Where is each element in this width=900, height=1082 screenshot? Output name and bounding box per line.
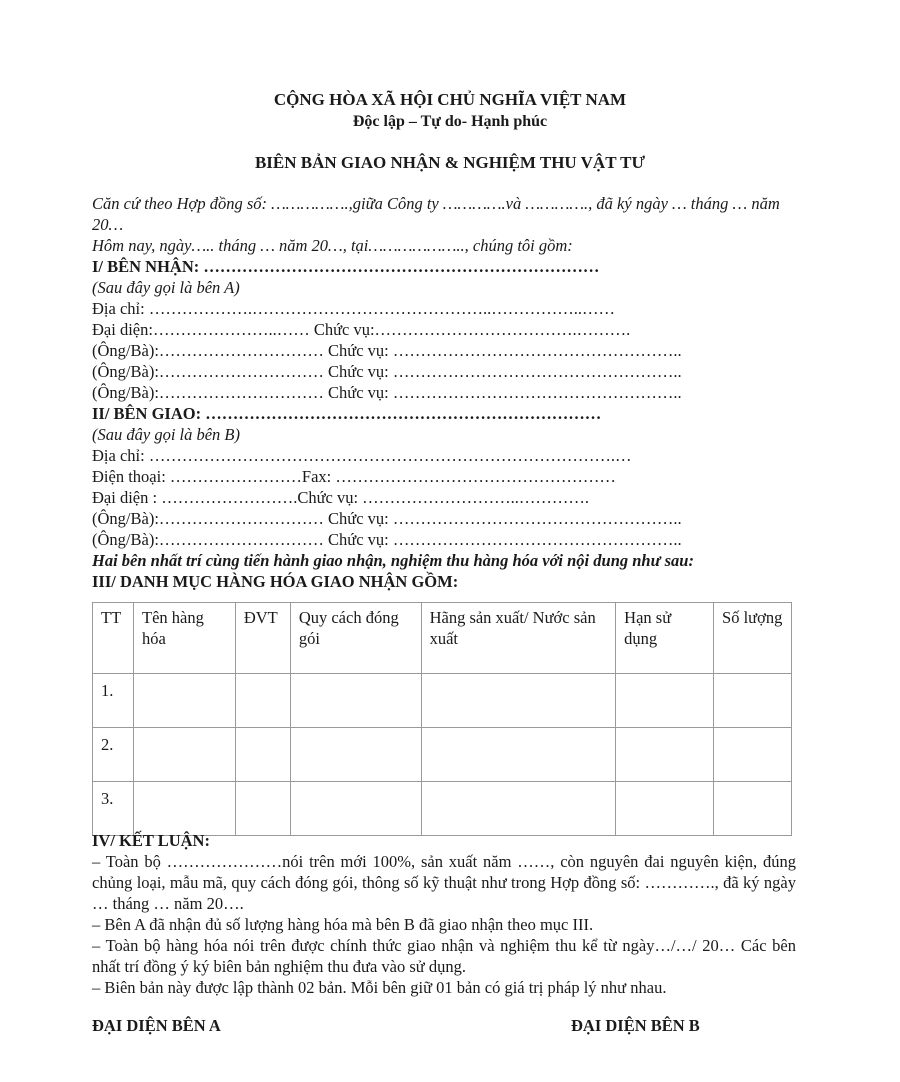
party-a-alias: (Sau đây gọi là bên A) [92,278,240,297]
table-cell [235,674,290,728]
col-header-expiry: Hạn sử dụng [616,603,714,674]
document-body [92,193,804,592]
table-cell [133,674,235,728]
conclusion-item-4: – Biên bản này được lập thành 02 bản. Mỗi bên giữ 01 bản có giá trị pháp lý như nhau. [92,978,667,997]
row-number: 1. [93,674,134,728]
party-b-alias: (Sau đây gọi là bên B) [92,425,241,444]
col-header-unit: ĐVT [235,603,290,674]
row-number: 3. [93,782,134,836]
table-cell [290,728,421,782]
conclusion-item-3: – Toàn bộ hàng hóa nói trên được chính thức giao nhận và nghiệm thu kể từ ngày…/…/ 20… Các bên nhất trí đồng ý ký biên bản nghiệm thu đưa vào sử dụng. [92,936,796,976]
party-b-person-2: (Ông/Bà):………………………… Chức vụ: …………………………………………….. [92,530,682,549]
col-header-name: Tên hàng hóa [133,603,235,674]
conclusion-item-2: – Bên A đã nhận đủ số lượng hàng hóa mà bên B đã giao nhận theo mục III. [92,915,594,934]
party-a-person-1: (Ông/Bà):………………………… Chức vụ: …………………………………………….. [92,341,682,360]
goods-table [92,602,792,836]
table-cell [616,728,714,782]
table-cell [133,782,235,836]
agreement-statement: Hai bên nhất trí cùng tiến hành giao nhận, nghiệm thu hàng hóa với nội dung như sau: [92,551,694,570]
table-cell [421,782,616,836]
conclusion-item-1: – Toàn bộ …………………nói trên mới 100%, sản xuất năm ……, còn nguyên đai nguyên kiện, đúng chủng loại, mẫu mã, quy cách đóng gói, thông số kỹ thuật như trong Hợp đồng số: …………., đã ký ngày … tháng … năm 20…. [92,852,796,913]
table-cell [235,728,290,782]
signature-party-a: ĐẠI DIỆN BÊN A [92,1016,221,1035]
table-row [93,728,792,782]
row-number: 2. [93,728,134,782]
party-a-person-2: (Ông/Bà):………………………… Chức vụ: …………………………………………….. [92,362,682,381]
table-cell [616,782,714,836]
contract-basis: Căn cứ theo Hợp đồng số: …………….,giữa Công ty ………….và …………., đã ký ngày … tháng … năm 20… [92,194,780,234]
table-cell [290,782,421,836]
party-a-heading: I/ BÊN NHẬN: ……………………………………………………………… [92,257,600,276]
table-row [93,674,792,728]
table-cell [421,674,616,728]
party-b-phone-fax: Điện thoại: ……………………Fax: …………………………………………… [92,467,616,486]
table-cell [714,674,792,728]
col-header-packing: Quy cách đóng gói [290,603,421,674]
national-motto: Độc lập – Tự do- Hạnh phúc [352,113,548,130]
col-header-manufacturer: Hãng sản xuất/ Nước sản xuất [421,603,616,674]
national-title: CỘNG HÒA XÃ HỘI CHỦ NGHĨA VIỆT NAM [273,90,627,109]
document-title: BIÊN BẢN GIAO NHẬN & NGHIỆM THU VẬT TƯ [254,153,646,172]
table-cell [290,674,421,728]
table-cell [616,674,714,728]
party-b-representative: Đại diện : …………………….Chức vụ: ………………………..…………. [92,488,590,507]
signature-party-b: ĐẠI DIỆN BÊN B [571,1016,700,1035]
conclusion-heading: IV/ KẾT LUẬN: [92,831,210,850]
col-header-tt: TT [93,603,134,674]
table-cell [133,728,235,782]
party-b-address: Địa chỉ: ………………………………………………………………………….… [92,446,632,465]
party-b-person-1: (Ông/Bà):………………………… Chức vụ: …………………………………………….. [92,509,682,528]
party-a-person-3: (Ông/Bà):………………………… Chức vụ: …………………………………………….. [92,383,682,402]
meeting-date-place: Hôm nay, ngày….. tháng … năm 20…, tại……………….., chúng tôi gồm: [92,236,573,255]
table-header-row [93,603,792,674]
table-row [93,782,792,836]
table-cell [714,728,792,782]
goods-heading: III/ DANH MỤC HÀNG HÓA GIAO NHẬN GỒM: [92,572,459,591]
table-cell [235,782,290,836]
party-a-representative: Đại diện:…………………..…… Chức vụ:……………………………….………. [92,320,631,339]
party-b-heading: II/ BÊN GIAO: ……………………………………………………………… [92,404,602,423]
col-header-quantity: Số lượng [714,603,792,674]
conclusion-section [92,830,796,998]
table-cell [714,782,792,836]
party-a-address: Địa chỉ: ……………….……………………………………..……………..…… [92,299,615,318]
table-cell [421,728,616,782]
